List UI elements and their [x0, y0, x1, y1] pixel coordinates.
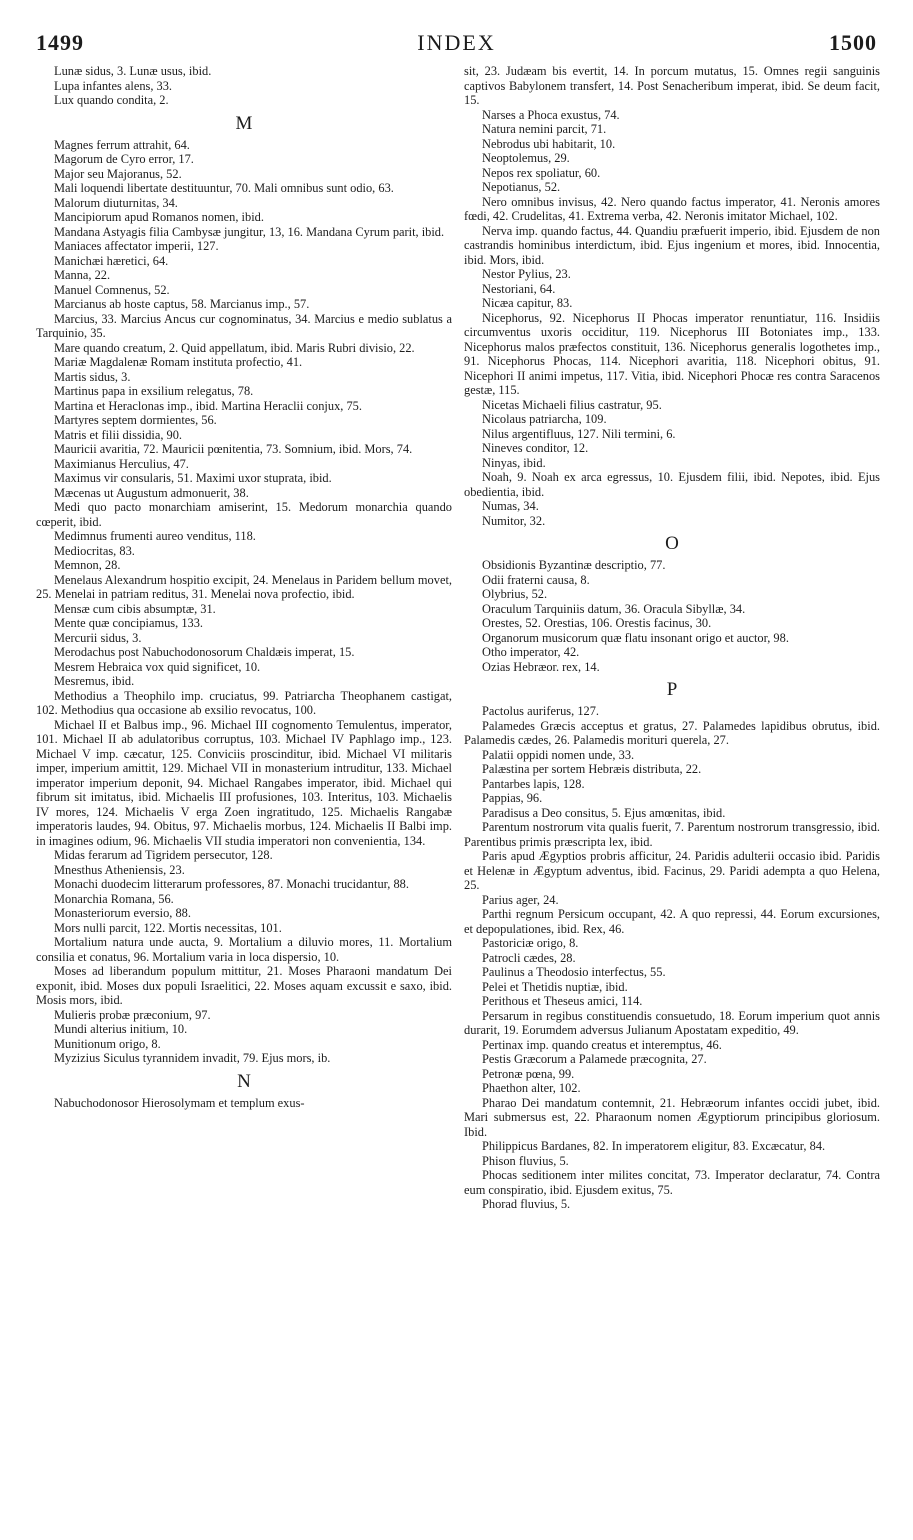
index-entry: Monachi duodecim litterarum professores, 87. Monachi trucidantur, 88. [54, 877, 409, 891]
index-entry: Methodius a Theophilo imp. cruciatus, 99. Patriarcha Theophanem castigat, 102. Methodius qua occasione ab exsilio revocatus, 100. [36, 688, 452, 717]
index-entry: Mare quando creatum, 2. Quid appellatum, ibid. Maris Rubri divisio, 22. [54, 340, 415, 355]
index-entry: Philippicus Bardanes, 82. In imperatorem eligitur, 83. Excæcatur, 84. [482, 1139, 826, 1153]
index-entry: Munitionum origo, 8. [54, 1036, 161, 1051]
index-entry: Nepos rex spoliatur, 60. [482, 165, 601, 180]
index-entry: Menelaus Alexandrum hospitio excipit, 24. Menelaus in Paridem bellum movet, 25. Menelai in patriam reditus, 31. Menelai nova profectio, ibid. [36, 572, 452, 601]
left-column [36, 64, 452, 1110]
index-entry: Otho imperator, 42. [482, 645, 580, 659]
index-entry: Mancipiorum apud Romanos nomen, ibid. [54, 210, 264, 224]
index-entry: Phorad fluvius, 5. [482, 1197, 571, 1211]
index-entry: sit, 23. Judæam bis evertit, 14. In porcum mutatus, 15. Omnes regii sanguinis captivos Babylonem transfert, 14. Post Senacheribum imperat, ibid. Se deum facit, 15. [464, 64, 880, 107]
index-entry: Phocas seditionem inter milites concitat, 73. Imperator declaratur, 74. Contra eum conspiratio, ibid. Ejusdem exitus, 75. [464, 1168, 880, 1197]
index-entry: Pharao Dei mandatum contemnit, 21. Hebræorum infantes occidi jubet, ibid. Mari submersus est, 22. Pharaonum nomen Ægyptiorum principibus gloriosum. Ibid. [464, 1095, 880, 1139]
section-letter: P [666, 679, 678, 700]
index-entry: Paulinus a Theodosio interfectus, 55. [482, 965, 666, 979]
index-entry: Perithous et Theseus amici, 114. [482, 994, 643, 1008]
index-entry: Petronæ pœna, 99. [482, 1066, 575, 1081]
index-entry: Lunæ sidus, 3. Lunæ usus, ibid. [54, 64, 212, 78]
index-entry: Ninyas, ibid. [482, 455, 546, 470]
index-entry: Manichæi hæretici, 64. [54, 253, 169, 268]
index-entry: Pastoriciæ origo, 8. [482, 936, 579, 950]
index-entry: Martina et Heraclonas imp., ibid. Martina Heraclii conjux, 75. [54, 398, 362, 413]
index-entry: Mundi alterius initium, 10. [54, 1022, 188, 1036]
index-entry: Nicetas Michaeli filius castratur, 95. [482, 397, 662, 412]
index-entry: Pactolus auriferus, 127. [482, 704, 599, 718]
index-entry: Nepotianus, 52. [482, 180, 561, 194]
section-letter: O [665, 533, 679, 554]
index-entry: Michael II et Balbus imp., 96. Michael III cognomento Temulentus, imperator, 101. Michael II ab adulatoribus corruptus, 103. Michael IV Paphlago imp., 123. Michael V imp. cæcatur, 125. Conviciis proscinditur, ibid. Michael VI militaris imper, imperium amittit, 129. Michael VII in monasterium intruditur, 133. Michael imperator imperium deponit, 94. Michael Rangabes imperator, ibid. Michael qui fibrum sit imitatus, ibid. Michaelis III profusiones, 103. Interitus, 103. Michaelis IV mores, 124. Michaelis V erga Zoen ingratitudo, 125. Michaelis Rangabæ imperatoris laudes, 94. Obitus, 97. Michaelis morbus, 124. Michaelis II Balbi imp. in imagines odium, 96. Michaelis VII studia imperatori non convenientia, 134. [36, 717, 452, 848]
index-entry: Mesrem Hebraica vox quid significet, 10. [54, 659, 261, 674]
index-entry: Noah, 9. Noah ex arca egressus, 10. Ejusdem filii, ibid. Nepotes, ibid. Ejus obedientia, ibid. [464, 470, 880, 499]
index-entry: Lupa infantes alens, 33. [54, 78, 173, 93]
index-entry: Nerva imp. quando factus, 44. Quandiu præfuerit imperio, ibid. Ejusdem de non castrandis hominibus interdictum, ibid. Ejus ingenium et mores, ibid. Innocentia, ibid. Mors, ibid. [464, 223, 880, 267]
index-entry: Palamedes Græcis acceptus et gratus, 27. Palamedes lapidibus obrutus, ibid. Palamedis cædes, 26. Palamedis morituri querela, 27. [464, 718, 880, 747]
index-entry: Medimnus frumenti aureo venditus, 118. [54, 529, 256, 543]
right-column [464, 64, 880, 1212]
index-entry: Nebrodus ubi habitarit, 10. [482, 136, 616, 151]
index-entry: Organorum musicorum quæ flatu insonant origo et auctor, 98. [482, 630, 789, 645]
index-entry: Medi quo pacto monarchiam amiserint, 15. Medorum monarchia quando cœperit, ibid. [36, 500, 452, 529]
index-entry: Nicephorus, 92. Nicephorus II Phocas imperator renuntiatur, 116. Insidiis circumventus uxoris occiditur, 119. Nicephorus III Botoniates imp., 133. Nicephorus malos præfectos constituit, 136. Nicephorus generalis logothetes imp., 91. Nicephorus Phocas, 114. Nicephori avaritia, 118. Nicephori obitus, 91. Nicephori II animi impetus, 117. Vitia, ibid. Nicephori Phocæ res contra Saracenos gestæ, 115. [464, 310, 880, 397]
index-entry: Moses ad liberandum populum mittitur, 21. Moses Pharaoni mandatum Dei exponit, ibid. Moses dux populi Israelitici, 22. Moses aquam excussit e saxo, ibid. Mosis mors, ibid. [36, 964, 452, 1007]
index-entry: Nestoriani, 64. [482, 281, 556, 296]
index-entry: Mediocritas, 83. [54, 543, 135, 558]
index-entry: Monasteriorum eversio, 88. [54, 906, 191, 920]
index-entry: Pertinax imp. quando creatus et interemptus, 46. [482, 1037, 722, 1052]
index-entry: Oraculum Tarquiniis datum, 36. Oracula Sibyllæ, 34. [482, 601, 746, 616]
index-entry: Paradisus a Deo consitus, 5. Ejus amœnitas, ibid. [482, 805, 726, 820]
index-entry: Major seu Majoranus, 52. [54, 166, 182, 181]
index-entry: Martyres septem dormientes, 56. [54, 413, 217, 427]
index-entry: Parthi regnum Persicum occupant, 42. A quo repressi, 44. Eorum excursiones, et depopulationes, ibid. Rex, 46. [464, 907, 880, 936]
index-entry: Odii fraterni causa, 8. [482, 572, 590, 587]
index-entry: Mali loquendi libertate destituuntur, 70. Mali omnibus sunt odio, 63. [54, 181, 394, 195]
index-entry: Phison fluvius, 5. [482, 1153, 569, 1168]
index-entry: Mente quæ concipiamus, 133. [54, 616, 204, 630]
index-entry: Nestor Pylius, 23. [482, 267, 571, 281]
index-entry: Numitor, 32. [482, 513, 546, 528]
index-entry: Mulieris probæ præconium, 97. [54, 1007, 211, 1022]
index-entry: Lux quando condita, 2. [54, 93, 169, 107]
index-entry: Parius ager, 24. [482, 892, 559, 907]
index-entry: Patrocli cædes, 28. [482, 950, 576, 965]
index-entry: Mortalium natura unde aucta, 9. Mortalium a diluvio mores, 11. Mortalium consilia et conatus, 96. Mortalium varia in loca dispersio, 10. [36, 935, 452, 964]
index-entry: Natura nemini parcit, 71. [482, 122, 607, 136]
section-letter: M [235, 112, 253, 134]
index-entry: Nineves conditor, 12. [482, 441, 589, 455]
index-entry: Merodachus post Nabuchodonosorum Chaldæis imperat, 15. [54, 645, 355, 659]
index-entry: Paris apud Ægyptios probris afficitur, 24. Paridis adulterii occasio ibid. Paridis et Helenæ in Ægyptum adventus, ibid. Facinus, 29. Paridi adempta a quo Helena, 25. [464, 849, 880, 892]
index-entry: Marcius, 33. Marcius Ancus cur cognominatus, 34. Marcius e medio sublatus a Tarquinio, 35. [36, 311, 452, 340]
index-entry: Mercurii sidus, 3. [54, 630, 142, 645]
index-entry: Palæstina per sortem Hebræis distributa, 22. [482, 762, 702, 776]
index-entry: Mauricii avaritia, 72. Mauricii pœnitentia, 73. Somnium, ibid. Mors, 74. [54, 442, 413, 456]
index-entry: Palatii oppidi nomen unde, 33. [482, 747, 635, 762]
index-entry: Parentum nostrorum vita qualis fuerit, 7. Parentum nostrorum transgressio, ibid. Parentibus primis præscripta lex, ibid. [464, 820, 880, 849]
index-entry: Narses a Phoca exustus, 74. [482, 107, 620, 122]
index-entry: Midas ferarum ad Tigridem persecutor, 128. [54, 848, 273, 862]
index-entry: Mesremus, ibid. [54, 674, 135, 688]
index-entry: Maximus vir consularis, 51. Maximi uxor stuprata, ibid. [54, 471, 332, 485]
index-entry: Nero omnibus invisus, 42. Nero quando factus imperator, 41. Neronis amores fœdi, 42. Crudelitas, 41. Extrema verba, 42. Neronis imitator Michael, 102. [464, 194, 880, 223]
index-entry: Malorum diuturnitas, 34. [54, 195, 178, 210]
index-entry: Manna, 22. [54, 268, 111, 282]
index-entry: Mensæ cum cibis absumptæ, 31. [54, 601, 216, 616]
index-entry: Pelei et Thetidis nuptiæ, ibid. [482, 979, 628, 994]
index-entry: Nicolaus patriarcha, 109. [482, 412, 607, 426]
index-entry: Memnon, 28. [54, 558, 121, 572]
index-entry: Mandana Astyagis filia Cambysæ jungitur, 13, 16. Mandana Cyrum parit, ibid. [54, 224, 445, 239]
index-entry: Ozias Hebræor. rex, 14. [482, 659, 600, 674]
index-entry: Neoptolemus, 29. [482, 151, 570, 165]
index-entry: Marcianus ab hoste captus, 58. Marcianus imp., 57. [54, 297, 310, 311]
index-entry: Orestes, 52. Orestias, 106. Orestis facinus, 30. [482, 616, 712, 630]
index-entry: Nicæa capitur, 83. [482, 296, 573, 310]
index-entry: Mariæ Magdalenæ Romam instituta profectio, 41. [54, 355, 303, 369]
index-entry: Myzizius Siculus tyrannidem invadit, 79. Ejus mors, ib. [54, 1051, 331, 1065]
index-entry: Persarum in regibus constituendis consuetudo, 18. Eorum imperium quot annis durarit, 19. Eorumdem adversus Julianum Apostatam expeditio, 49. [464, 1008, 880, 1037]
section-letter: N [237, 1070, 251, 1092]
index-entry: Magnes ferrum attrahit, 64. [54, 137, 190, 152]
index-entry: Mæcenas ut Augustum admonuerit, 38. [54, 485, 249, 500]
index-entry: Mors nulli parcit, 122. Mortis necessitas, 101. [54, 920, 282, 935]
right-page-number: 1500 [829, 30, 877, 55]
index-entry: Matris et filii dissidia, 90. [54, 427, 183, 442]
index-entry: Martis sidus, 3. [54, 369, 131, 384]
index-entry: Pestis Græcorum a Palamede præcognita, 27. [482, 1052, 707, 1066]
index-entry: Maximianus Herculius, 47. [54, 456, 189, 471]
index-entry: Magorum de Cyro error, 17. [54, 152, 194, 166]
index-entry: Pappias, 96. [482, 791, 543, 805]
index-entry: Manuel Comnenus, 52. [54, 282, 170, 297]
index-entry: Olybrius, 52. [482, 587, 548, 601]
index-entry: Nilus argentifluus, 127. Nili termini, 6. [482, 426, 676, 441]
page-title: INDEX [417, 30, 496, 55]
left-page-number: 1499 [36, 30, 84, 55]
index-entry: Pantarbes lapis, 128. [482, 776, 585, 791]
index-entry: Mnesthus Atheniensis, 23. [54, 862, 185, 877]
index-entry: Obsidionis Byzantinæ descriptio, 77. [482, 558, 666, 572]
index-entry: Monarchia Romana, 56. [54, 891, 174, 906]
index-entry: Maniaces affectator imperii, 127. [54, 239, 219, 253]
index-entry: Phaethon alter, 102. [482, 1081, 581, 1095]
index-entry: Numas, 34. [482, 499, 539, 513]
index-entry: Martinus papa in exsilium relegatus, 78. [54, 384, 254, 398]
index-entry: Nabuchodonosor Hierosolymam et templum exus- [54, 1095, 305, 1110]
